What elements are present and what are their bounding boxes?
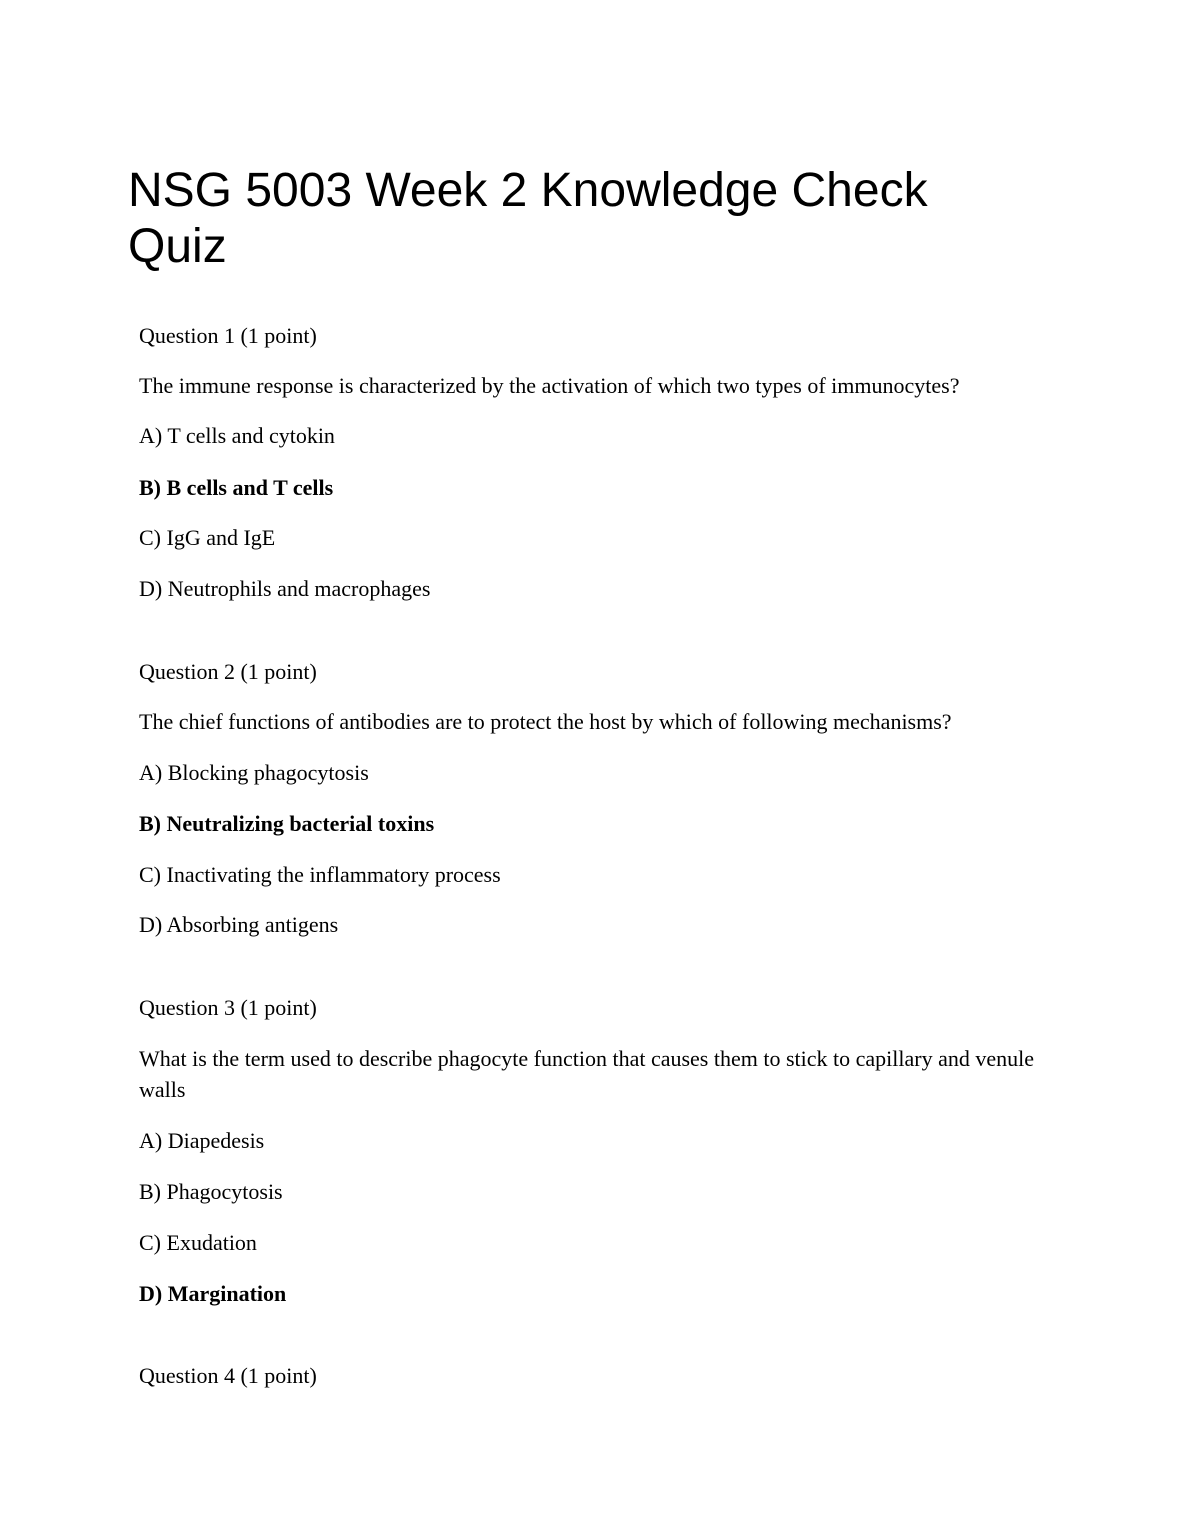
question-2-option-b-correct: B) Neutralizing bacterial toxins — [139, 811, 435, 836]
question-3-option-b: B) Phagocytosis — [139, 1179, 283, 1204]
question-2-header: Question 2 (1 point) — [139, 659, 317, 684]
question-1-option-c: C) IgG and IgE — [139, 525, 276, 550]
question-1-option-d: D) Neutrophils and macrophages — [139, 576, 431, 601]
question-1-option-b-correct: B) B cells and T cells — [139, 475, 334, 500]
question-1-header: Question 1 (1 point) — [139, 323, 317, 348]
question-3-header: Question 3 (1 point) — [139, 995, 317, 1020]
question-2-prompt: The chief functions of antibodies are to protect the host by which of following mechanisms? — [139, 709, 952, 734]
question-1-option-a: A) T cells and cytokin — [139, 423, 335, 448]
page-title-line-2: Quiz — [128, 220, 227, 273]
question-1-prompt: The immune response is characterized by the activation of which two types of immunocytes? — [139, 373, 960, 398]
question-2-option-c: C) Inactivating the inflammatory process — [139, 862, 501, 887]
question-4-header: Question 4 (1 point) — [139, 1363, 317, 1388]
page-title — [128, 163, 1028, 275]
page-title-line-1: NSG 5003 Week 2 Knowledge Check — [128, 164, 928, 217]
question-3-prompt: What is the term used to describe phagocyte function that causes them to stick to capillary and venule walls — [139, 1046, 1034, 1102]
question-3-option-c: C) Exudation — [139, 1230, 257, 1255]
question-3-option-d-correct: D) Margination — [139, 1281, 287, 1306]
question-2-option-a: A) Blocking phagocytosis — [139, 760, 369, 785]
question-2-option-d: D) Absorbing antigens — [139, 912, 339, 937]
question-3-option-a: A) Diapedesis — [139, 1128, 265, 1153]
